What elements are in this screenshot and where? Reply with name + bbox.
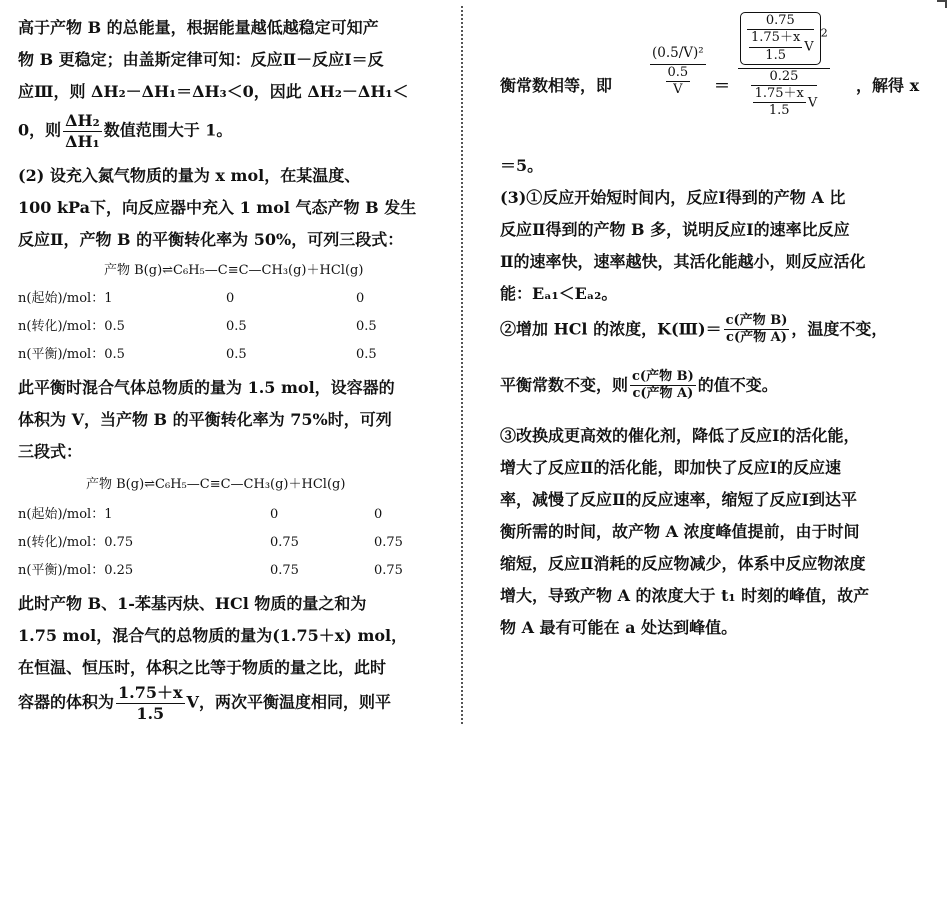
reaction-equation: 产物 B(g)⇌C₆H₅—C≡C—CH₃(g)＋HCl(g): [86, 477, 346, 492]
equation-intro: 衡常数相等，即: [500, 76, 613, 95]
text-line: 在恒温、恒压时，体积之比等于物质的量之比，此时: [18, 658, 387, 677]
text-line: 率，减慢了反应Ⅱ的反应速率，缩短了反应Ⅰ到达平: [500, 490, 857, 509]
solve-text: ，解得 x: [856, 76, 920, 95]
text-line: 100 kPa下，向反应器中充入 1 mol 气态产物 B 发生: [18, 198, 417, 217]
delta-h-fraction: $\frac{\text{ΔH₂}}{\text{ΔH₁}}$: [65, 111, 100, 151]
text-line: (3)①反应开始短时间内，反应Ⅰ得到的产物 A 比: [500, 188, 846, 207]
text-line: 高于产物 B 的总能量，根据能量越低越稳定可知产: [18, 18, 379, 37]
text-line: 衡所需的时间，故产物 A 浓度峰值提前，由于时间: [500, 522, 860, 541]
text-line: 增大了反应Ⅱ的活化能，即加快了反应Ⅰ的反应速: [500, 458, 841, 477]
equals-sign: ＝: [714, 76, 731, 95]
text-line: 物 B 更稳定；由盖斯定律可知：反应Ⅱ－反应Ⅰ＝反: [18, 50, 384, 69]
text-line: 增大，导致产物 A 的浓度大于 t₁ 时刻的峰值，故产: [500, 586, 870, 605]
text-line: 缩短，反应Ⅱ消耗的反应物减少，体系中反应物浓度: [500, 554, 866, 573]
text-line: ③改换成更高效的催化剂，降低了反应Ⅰ的活化能，: [500, 426, 860, 445]
squared-term: 0.75 $\frac{1.75+x}{1.5}$ V: [740, 12, 821, 65]
text-line: ＝5。: [500, 156, 544, 175]
text-line: 物 A 最有可能在 a 处达到峰值。: [500, 618, 738, 637]
text-line: 此平衡时混合气体总物质的量为 1.5 mol，设容器的: [18, 378, 395, 397]
text-line-fraction: 容器的体积为 $\frac{1.75+x}{1.5}$ V，两次平衡温度相同，则平: [18, 683, 391, 723]
text-line: Ⅱ的速率快，速率越快，其活化能越小，则反应活化: [500, 252, 866, 271]
text-line-fraction: 平衡常数不变，则 $\frac{\text{c(产物 B)}}{\text{c(产物 A)}}$ 的值不变。: [500, 369, 778, 402]
page-corner-mark: [937, 0, 947, 8]
left-fraction: $\frac{\text{(0.5/V)²}}{\frac{0.5}{V}}$: [652, 45, 704, 98]
text-line: 此时产物 B、1-苯基丙炔、HCl 物质的量之和为: [18, 594, 367, 613]
text-line: 三段式：: [18, 442, 83, 461]
text-line: 反应Ⅱ，产物 B 的平衡转化率为 50%，可列三段式：: [18, 230, 404, 249]
reaction-equation: 产物 B(g)⇌C₆H₅—C≡C—CH₃(g)＋HCl(g): [104, 263, 364, 278]
text-line: 应Ⅲ，则 ΔH₂－ΔH₁＝ΔH₃＜0，因此 ΔH₂－ΔH₁＜: [18, 82, 409, 101]
k-fraction: $\frac{\text{c(产物 B)}}{\text{c(产物 A)}}$: [725, 313, 788, 346]
text-line-fraction: 0，则 $\frac{\text{ΔH₂}}{\text{ΔH₁}}$ 数值范围大于 1。: [18, 111, 233, 151]
right-fraction: 0.75 $\frac{1.75+x}{1.5}$ V $^2$ 0.25 $\frac{1.75+x}{1.5}$ V: [736, 12, 832, 119]
text-line: 体积为 V，当产物 B 的平衡转化率为 75%时，可列: [18, 410, 392, 429]
text-line: 反应Ⅱ得到的产物 B 多，说明反应Ⅰ的速率比反应: [500, 220, 850, 239]
column-divider: [461, 6, 463, 724]
text-line: 1.75 mol，混合气的总物质的量为(1.75＋x) mol，: [18, 626, 408, 645]
volume-fraction: $\frac{1.75+x}{1.5}$: [118, 683, 183, 723]
text-line: 能：Eₐ₁＜Eₐ₂。: [500, 284, 618, 303]
concentration-ratio-fraction: $\frac{\text{c(产物 B)}}{\text{c(产物 A)}}$: [632, 369, 694, 402]
text-line: (2) 设充入氮气物质的量为 x mol，在某温度、: [18, 166, 361, 185]
text-line-fraction: ②增加 HCl 的浓度，K(Ⅲ)＝ $\frac{\text{c(产物 B)}}{\text{c(产物 A)}}$ ，温度不变，: [500, 313, 888, 346]
